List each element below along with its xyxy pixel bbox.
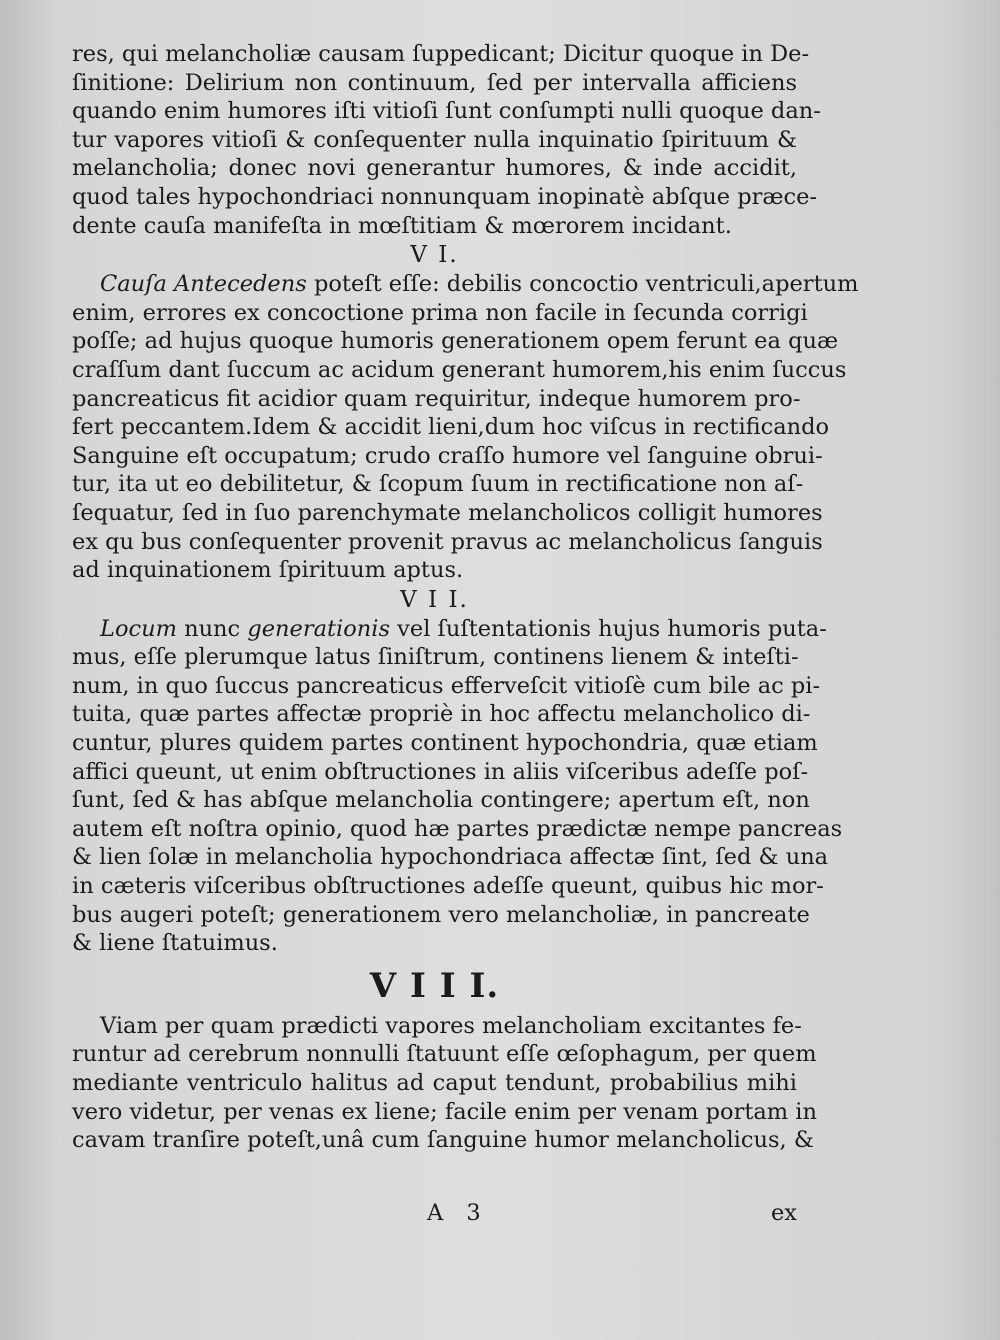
section-heading-viii: V I I I. [369, 965, 500, 1006]
catchword: ex [770, 1200, 797, 1226]
text-line: runtur ad cerebrum nonnulli ſtatuunt eſſe œſophagum, per quem [72, 1041, 817, 1068]
text-line: fert peccantem.Idem & accidit lieni,dum hoc viſcus in rectificando [72, 414, 830, 441]
section-heading-vi: V I. [410, 242, 459, 269]
text-line: Viam per quam prædicti vapores melancholiam excitantes fe- [100, 1012, 802, 1039]
text-line: in cæteris viſceribus obſtructiones adeſſe queunt, quibus hic mor- [72, 873, 824, 900]
text-line: tur, ita ut eo debilitetur, & ſcopum ſuum in rectificatione non aſ- [72, 471, 804, 498]
page-footer [72, 1198, 797, 1228]
text-line: cavam tranſire poteſt,unâ cum ſanguine humor melancholicus, & [72, 1127, 814, 1154]
text-line: tuita, quæ partes affectæ propriè in hoc affectu melancholico di- [72, 701, 811, 728]
text-span: nunc [176, 615, 248, 642]
signature-mark: A 3 [427, 1200, 489, 1226]
text-line: mus, eſſe plerumque latus ſiniſtrum, continens lienem & inteſti- [72, 644, 799, 671]
italic-lead: Locum [100, 615, 177, 642]
italic-lead: Cauſa Antecedens [100, 271, 307, 298]
text-line: & lien ſolæ in melancholia hypochondriaca affectæ ſint, ſed & una [72, 844, 829, 871]
text-line: quando enim humores iſti vitioſi ſunt conſumpti nulli quoque dan- [72, 98, 821, 125]
text-line: res, qui melancholiæ causam ſuppedicant; Dicitur quoque in De- [72, 41, 810, 67]
text-line: ſinitione: Delirium non continuum, ſed per intervalla afficiens [72, 69, 797, 96]
text-line: ex qu bus conſequenter provenit pravus ac melancholicus ſanguis [72, 528, 823, 555]
text-line: Sanguine eſt occupatum; crudo craſſo humore vel ſanguine obrui- [72, 442, 823, 469]
text-line: cuntur, plures quidem partes continent hypochondria, quæ etiam [72, 730, 818, 757]
text-line: num, in quo ſuccus pancreaticus efferveſcit vitioſè cum bile ac pi- [72, 672, 821, 699]
text-line: ſunt, ſed & has abſque melancholia contingere; apertum eſt, non [72, 787, 810, 814]
text-line: mediante ventriculo halitus ad caput tendunt, probabilius mihi [72, 1070, 797, 1096]
text-line: enim, errores ex concoctione prima non facile in ſecunda corrigi [72, 299, 808, 326]
text-line [72, 615, 827, 644]
text-line: & liene ſtatuimus. [72, 930, 278, 957]
text-line: autem eſt noſtra opinio, quod hæ partes prædictæ nempe pancreas [72, 815, 843, 842]
text-line: tur vapores vitioſi & conſequenter nulla inquinatio ſpirituum & [72, 126, 797, 153]
text-line: craſſum dant ſuccum ac acidum generant humorem,his enim ſuccus [72, 356, 847, 383]
text-line: vero videtur, per venas ex liene; facile enim per venam portam in [72, 1098, 817, 1125]
text-span: poteſt eſſe: debilis concoctio ventriculi,apertum [306, 271, 859, 298]
text-line: melancholia; donec novi generantur humores, & inde accidit, [72, 155, 797, 182]
text-line: ſequatur, ſed in ſuo parenchymate melancholicos colligit humores [72, 499, 823, 526]
italic-lead: generationis [247, 615, 391, 642]
text-span: vel ſuſtentationis hujus humoris puta- [390, 615, 827, 642]
text-line: pancreaticus fit acidior quam requiritur, indeque humorem pro- [72, 385, 801, 412]
text-line: dente cauſa manifeſta in mœſtitiam & mœrorem incidant. [72, 212, 732, 239]
text-line: quod tales hypochondriaci nonnunquam inopinatè abſque præce- [72, 183, 818, 210]
section-heading-vii: V I I. [400, 586, 469, 613]
text-line [72, 270, 859, 299]
text-line: ad inquinationem ſpirituum aptus. [72, 557, 464, 584]
text-line: affici queunt, ut enim obſtructiones in aliis viſceribus adeſſe poſ- [72, 758, 809, 785]
text-line: bus augeri poteſt; generationem vero melancholiæ, in pancreate [72, 901, 810, 928]
text-line: poſſe; ad hujus quoque humoris generationem opem ferunt ea quæ [72, 328, 839, 355]
page-text [72, 40, 859, 1155]
